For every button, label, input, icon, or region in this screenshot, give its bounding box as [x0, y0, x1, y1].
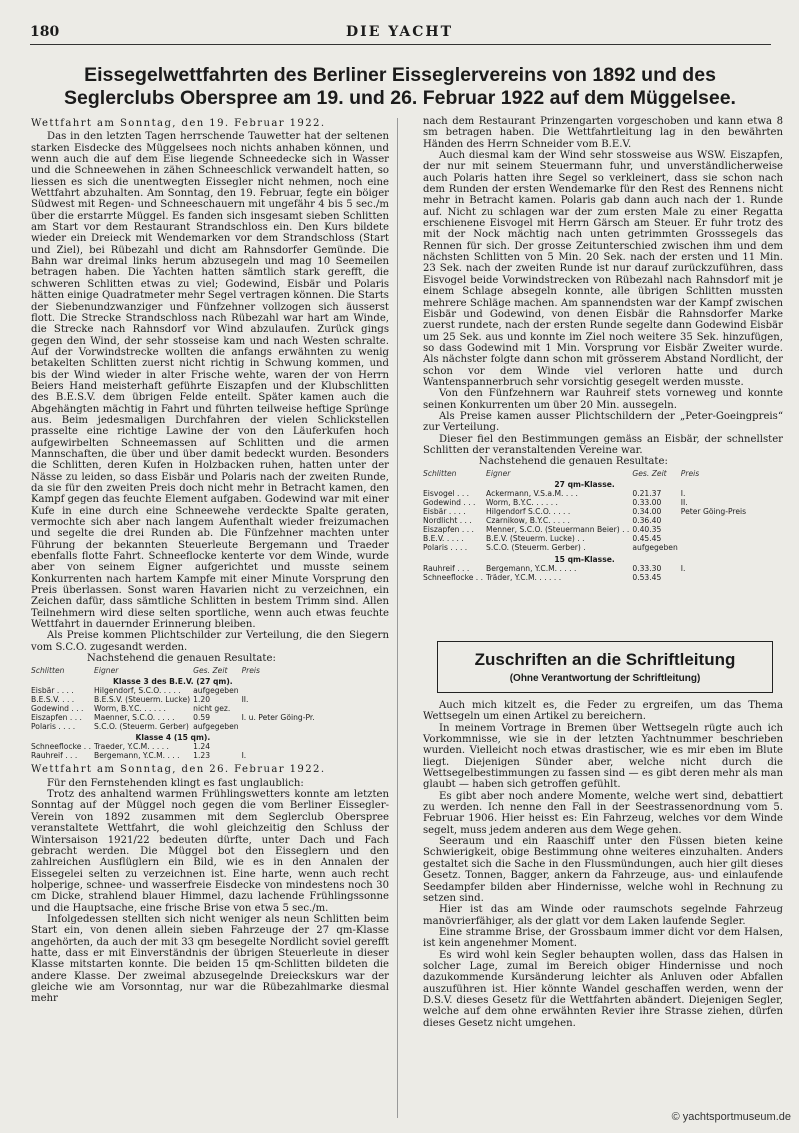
class-heading: Klasse 3 des B.E.V. (27 qm).	[113, 676, 233, 686]
paragraph: nach dem Restaurant Prinzengarten vorgeschoben und kann etwa 8 sm betragen haben. Die Wettfahrtleitung lag in den bewährten Händen des Herrn Schneider vom B.E.V.	[423, 116, 783, 150]
table-row: Godewind . . . Worm, B.Y.C. . . . . . nicht gez.	[31, 703, 231, 713]
paragraph: Von den Fünfzehnern war Rauhreif stets vorneweg und konnte seinen Konkurrenten um über 20 Min. aussegeln.	[423, 388, 783, 411]
table-row: B.E.S.V. . . . B.E.S.V. (Steuerm. Lucke) 1.20 II.	[31, 694, 249, 704]
letters-section-subtitle: (Ohne Verantwortung der Schriftleitung)	[509, 673, 701, 684]
class-heading: 15 qm-Klasse.	[554, 554, 615, 564]
column-divider	[397, 118, 398, 1118]
table-row: Polaris . . . . S.C.O. (Steuerm. Gerber) aufgegeben	[31, 722, 239, 732]
class-heading: Klasse 4 (15 qm).	[135, 733, 211, 743]
table-row: Eiszapfen . . . Maenner, S.C.O. . . . . 0.59 I. u. Peter Göing-Pr.	[31, 712, 315, 722]
left-column	[31, 118, 389, 1005]
class-heading: 27 qm-Klasse.	[554, 479, 615, 489]
header-rule	[30, 44, 771, 45]
col-header: Preis	[241, 665, 261, 675]
table-row: Eisbär . . . . Hilgendorf, S.C.O. . . . . aufgegeben	[31, 685, 239, 695]
table-row: Eisvogel . . . Ackermann, V.S.a.M. . . . 0.21.37 I.	[423, 488, 686, 498]
letters-section-title: Zuschriften an die Schriftleitung	[474, 650, 736, 669]
col-header: Ges. Zeit	[193, 665, 228, 675]
paragraph: In meinem Vortrage in Bremen über Wettsegeln rügte auch ich Vorkommnisse, wie sie in der letzten Yachtnummer beschrieben wurden. Vielleicht noch etwas drastischer, wie es mir eben im Blute liegt. Diejenigen Sünder aber, welche nicht durch die Wettsegelbestimmungen zu fassen sind — es gibt deren mehr als man glaubt — haben sich getroffen gefühlt.	[423, 722, 783, 791]
paragraph: Hier ist das am Winde oder raumschots segelnde Fahrzeug manövrierfähiger, als der glatt vor dem Laken laufende Segler.	[423, 904, 783, 927]
col-header: Eigner	[94, 665, 119, 675]
paragraph: Für den Fernstehenden klingt es fast unglaublich:	[47, 777, 304, 789]
paragraph: Eine stramme Brise, der Grossbaum immer dicht vor dem Halsen, ist kein angenehmer Moment.	[423, 926, 783, 950]
table-row: Schneeflocke . . Träder, Y.C.M. . . . . . 0.53.45	[423, 572, 662, 582]
page-number: 180	[30, 24, 60, 40]
paragraph: Dieser fiel den Bestimmungen gemäss an Eisbär, der schnellster Schlitten der veranstaltenden Vereine war.	[423, 433, 783, 456]
col-header: Schlitten	[31, 665, 65, 675]
paragraph: Das in den letzten Tagen herrschende Tauwetter hat der seltenen starken Eisdecke des Müggelsees noch nichts anhaben können, und wenn auch die auf dem Eise liegende Schneedecke sich in Wasser und die Schneewehen in zähen Schneeschlick verwandelt hatten, so liessen es sich die unentwegten Eissegler nicht nehmen, noch eine Wettfahrt abzuhalten. Am Sonntag, den 19. Februar, fegte ein böiger Südwest mit Regen- und Schneeschauern mit ungefähr 4 bis 5 sec./m über die erstarrte Müggel. Es fanden sich insgesamt sieben Schlitten am Start vor dem Restaurant Strandschloss ein. Den Kurs bildete wieder ein Dreieck mit Wendemarken vor dem Strandschloss (Start und Ziel), bei Rübezahl und dicht am Rahnsdorfer Gemünde. Die Bahn war dreimal links herum abzusegeln und mag 10 Seemeilen betragen haben. Die Yachten hatten sämtlich stark gerefft, die schweren Schlitten etwas zu viel; Godewind, Eisbär und Polaris hätten einige Quadratmeter mehr Segel vertragen können. Die Starts der Siebenundzwanziger und Fünfzehner vollzogen sich äusserst flott. Die Strecke Strandschloss nach Rübezahl war hart am Winde, die Strecke nach Rahnsdorf vor Wind abzulaufen. Zurück gings gegen den Wind, der sehr stosseise kam und nach Westen schralte. Auf der Vorwindstrecke wollten die anfangs erwähnten zu wenig betakelten Schlitten zuerst nicht richtig in Schwung kommen, und bis der Wind wieder in alter Frische wehte, waren der von Herrn Beiers Hand meisterhaft geführte Eiszapfen und der Klubschlitten des B.E.S.V. dem übrigen Felde enteilt. Später kamen auch die Abgehängten mächtig in Fahrt und führten teilweise heftige Sprünge aus. Beim jedesmaligen Durchfahren der vielen Schlickstellen prasselte eine richtige Lawine der von den Läuferkufen hoch aufgewirbelten Schneemassen auf Schlitten und die armen Mannschaften, die über und über damit bedeckt wurden. Besonders die Schlitten, deren Kufen in Holzbacken ruhen, hatten unter der Nässe zu leiden, so dass Eisbär und Polaris nach der zweiten Runde, da sie für den zweiten Preis doch nicht mehr in Betracht kamen, den Kampf gegen das feuchte Element aufgaben. Godewind war mit einer Kufe in eine durch eine Schneewehe verdeckte Spalte geraten, vermochte sich aber nach langem Aufenthalt wieder freizumachen und segelte die drei Runden ab. Die Fünfzehner machten unter Führung der bekannten Steuerleute Bergemann und Traeder ebenfalls flotte Fahrt. Schneeflocke kenterte vor dem Winde, wurde aber von seinem Eigner aufgerichtet und musste seinem Konkurrenten nach hartem Kampfe mit einer Minute Vorsprung den Preis überlassen. Sonst waren Havarien nicht zu verzeichnen, ein Zeichen dafür, dass sämtliche Schlitten in bestem Trimm sind. Allen Teilnehmern wird diese selten sportliche, wenn auch etwas feuchte Wettfahrt in dauernder Erinnerung bleiben.	[31, 131, 389, 631]
paragraph: Auch mich kitzelt es, die Feder zu ergreifen, um das Thema Wettsegeln um einen Artikel zu bereichern.	[423, 700, 783, 723]
table-row: Eiszapfen . . . Menner, S.C.O. (Steuermann Beier) . . 0.40.35	[423, 525, 662, 535]
results-intro: Nachstehend die genauen Resultate:	[87, 653, 276, 665]
col-header: Preis	[680, 468, 700, 478]
table-row: Schneeflocke . . Traeder, Y.C.M. . . . . 1.24	[31, 742, 211, 752]
table-row: Polaris . . . . S.C.O. (Steuerm. Gerber) . aufgegeben	[423, 543, 678, 553]
paragraph: Seeraum und ein Raaschiff unter den Füssen bieten keine Schwierigkeit, obige Bestimmung ohne weiteres einzuhalten. Anders gestaltet sich die Sache in den Flussmündungen, auch hier gilt dieses Gesetz. Tonnen, Bagger, ankern da Fahrzeuge, aus- und einlaufende Seedampfer bilden aber Hindernisse, welche wohl in Rechnung zu setzen sind.	[423, 836, 783, 904]
results-table-2	[423, 469, 749, 582]
table-row: Nordlicht . . . Czarnikow, B.Y.C. . . . . 0.36.40	[423, 516, 662, 526]
letters-section-box	[437, 641, 773, 693]
col-header: Ges. Zeit	[632, 468, 667, 478]
section-subheading: Wettfahrt am Sonntag, den 19. Februar 1922.	[31, 118, 326, 129]
table-row: B.E.V. . . . . B.E.V. (Steuerm. Lucke) . . 0.45.45	[423, 534, 662, 544]
table-row: Eisbär . . . . Hilgendorf S.C.O. . . . . 0.34.00 Peter Göing-Preis	[423, 507, 747, 517]
paragraph: Als Preise kamen ausser Plichtschildern der „Peter-Goeingpreis“ zur Verteilung.	[423, 410, 783, 434]
col-header: Eigner	[486, 468, 511, 478]
paragraph: Es wird wohl kein Segler behaupten wollen, dass das Halsen in solcher Lage, zumal im Bereich obiger Hindernisse und noch dazukommende Kursänderung leichter als Anluven oder Abfallen auszuführen ist. Hier könnte Wandel geschaffen werden, wenn der D.S.V. dieses Gesetz für die Wettfahrten abändert. Diejenigen Segler, welche auf dem ohne erwähnten Revier ihre Strasse ziehen, dürfen dieses Gesetz nicht umgehen.	[423, 949, 783, 1029]
table-row: Rauhreif . . . Bergemann, Y.C.M. . . . . 0.33.30 I.	[423, 563, 686, 573]
paragraph: Es gibt aber noch andere Momente, welche wert sind, debattiert zu werden. Ich nenne den Fall in der Seestrassenordnung vom 5. Februar 1906. Hier heisst es: Ein Fahrzeug, welches vor dem Winde segelt, muss jedem anderen aus dem Wege gehen.	[423, 790, 783, 836]
letters-column	[423, 700, 783, 1029]
paragraph: Auch diesmal kam der Wind sehr stossweise aus WSW. Eiszapfen, der nur mit seinem Steuermann fuhr, und unverständlicherweise auch Polaris hatten ihre Segel so verkleinert, dass sie schon nach dem Runden der ersten Wendemarke für den Rest des Rennens nicht mehr in Betracht kamen. Polaris gab dann auch nach der 1. Runde auf. Nicht zu schlagen war der zum ersten Male zu einer Regatta erschienene Eisvogel mit Herrn Gärsch am Steuer. Er fuhr trotz des mit der Nock mächtig nach unten getrimmten Grosssegels das Rennen für sich. Der grosse Zeitunterschied zwischen ihm und dem nächsten Schlitten von 5 Min. 20 Sek. nach der ersten und 11 Min. 23 Sek. nach der zweiten Runde ist nur darauf zurückzuführen, dass Eisvogel beide Vorwindstrecken von Rübezahl nach Rahnsdorf mit je einem Schlage absegeln konnte, alle übrigen Schlitten mussten mehrere Schläge machen. Am spannendsten war der Kampf zwischen Eisbär und Godewind, von denen Eisbär die Rahnsdorfer Marke zuerst rundete, nach der ersten Runde segelte dann Godewind Eisbär um 25 Sek. aus und konnte im Ziel noch weitere 35 Sek. hinzufügen, so dass Godewind mit 1 Min. Vorsprung vor Eisbär Zweiter wurde. Als nächster folgte dann schon mit grösserem Abstand Nordlicht, der schon vor dem Winde viel verloren hatte und durch Wantenspannerbruch sehr vorsichtig gesegelt werden musste.	[423, 150, 783, 388]
paragraph: Trotz des anhaltend warmen Frühlingswetters konnte am letzten Sonntag auf der Müggel noch gegen die vom Berliner Eissegler-Verein von 1892 zusammen mit dem Seglerclub Oberspree veranstaltete Wettfahrt, die wohl gleichzeitig den Schluss der Wintersaison 1921/22 bedeuten dürfte, unter Dach und Fach gebracht werden. Die Müggel bot den Eisseglern und den zahlreichen Ausflüglern ein Bild, wie es in den Annalen der Eissegelei selten zu verzeichnen ist. Eine harte, wenn auch recht holperige, schnee- und wasserfreie Eisdecke von mindestens noch 30 cm Dicke, strahlend blauer Himmel, dazu lachende Frühlingssonne und die Hauptsache, eine frische Brise von etwa 5 sec./m.	[31, 789, 389, 914]
paragraph: Als Preise kommen Plichtschilder zur Verteilung, die den Siegern vom S.C.O. zugesandt werden.	[31, 630, 389, 653]
col-header: Schlitten	[423, 468, 457, 478]
right-column	[423, 116, 783, 586]
results-intro: Nachstehend die genauen Resultate:	[479, 456, 668, 468]
section-subheading: Wettfahrt am Sonntag, den 26. Februar 1922.	[31, 764, 326, 776]
article-headline: Eissegelwettfahrten des Berliner Eisseglervereins von 1892 und des Seglerclubs Oberspree am 19. und 26. Februar 1922 auf dem Müggelsee.	[64, 64, 736, 109]
journal-title: DIE YACHT	[346, 24, 453, 40]
watermark: © yachtsportmuseum.de	[671, 1111, 791, 1123]
results-table-1	[31, 666, 318, 761]
table-row: Rauhreif . . . Bergemann, Y.C.M. . . . 1.23 I.	[31, 751, 247, 761]
paragraph: Infolgedessen stellten sich nicht weniger als neun Schlitten beim Start ein, von denen allein sieben Fahrzeuge der 27 qm-Klasse angehörten, da auch der mit 33 qm besegelte Nordlicht soviel gerefft hatte, dass er mit Einverständnis der übrigen Steuerleute in dieser Klasse mitstarten konnte. Die beiden 15 qm-Schlitten bildeten die andere Klasse. Der zweimal abzusegelnde Dreieckskurs war der gleiche wie am Vorsonntag, nur war die Rübezahlmarke diesmal mehr	[31, 913, 389, 1005]
table-row: Godewind . . . Worm, B.Y.C. . . . . . 0.33.00 II.	[423, 497, 688, 507]
